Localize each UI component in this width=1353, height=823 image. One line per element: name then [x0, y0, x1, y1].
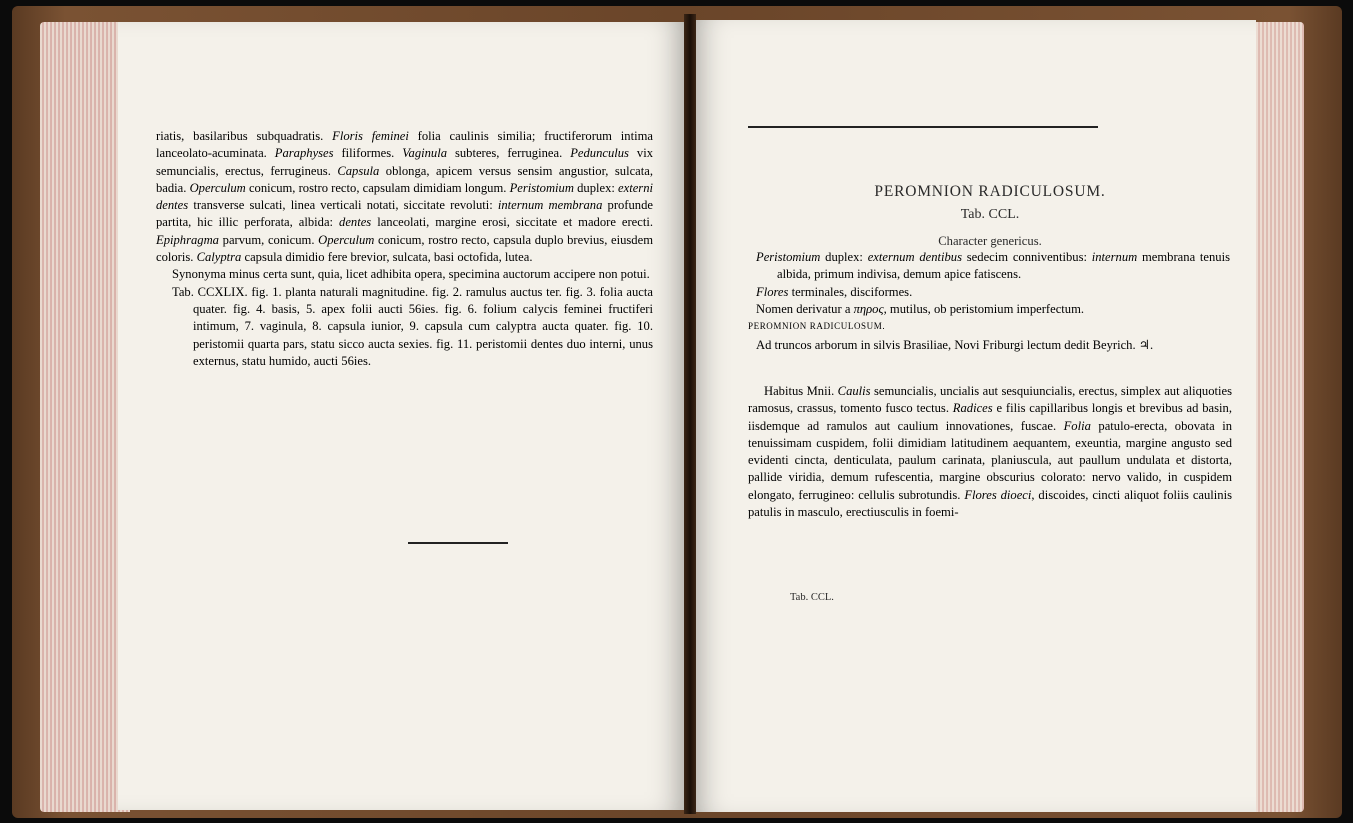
left-paragraph-2: Synonyma minus certa sunt, quia, licet adhibita opera, specimina auctorum accipere non potui. [172, 267, 650, 282]
section-end-rule [408, 542, 508, 544]
page-footer-ref: Tab. CCL. [790, 592, 834, 603]
species-label: PEROMNION RADICULOSUM. [748, 321, 886, 332]
generic-character-text [748, 249, 1231, 355]
flores-entry: Flores terminales, disciformes. [756, 284, 913, 299]
habitus-paragraph: Habitus Mnii. Caulis semuncialis, uncialis aut sesquiuncialis, erectus, simplex aut aliquoties ramosus, crassus, tomento fusco tectus. Radices e filis capillaribus longis et brevibus ad basin, iisdemque ad ramulos aut caulium innovationes, fuscae. Folia patulo-erecta, obovata in tenuissimam cuspidem, folii dimidiam latitudinem aequantem, exeuntia, margine angusto sed evidenti cincta, denticulata, paulum carinata, planiuscula, aut paullum undulata et distorta, pallide viridia, demum rufescentia, margine obscurius colorato: nervo valido, in cuspidem elongato, ferrugineo: cellulis subrotundis. Flores dioeci, discoides, cincti aliquot foliis caulinis patulis in masculo, erectiusculis in foemi- [748, 384, 1232, 520]
book-gutter [684, 14, 696, 814]
left-paragraph-1: riatis, basilaribus subquadratis. Floris feminei folia caulinis similia; fructiferorum intima lanceolato-acuminata. Paraphyses filiformes. Vaginula subteres, ferruginea. Pedunculus vix semuncialis, erectus, ferrugineus. Capsula oblonga, apicem versus sensim angustior, sulcata, badia. Operculum conicum, rostro recto, capsulam dimidiam longum. Peristomium duplex: externi dentes transverse sulcati, linea verticali notati, siccitate revoluti: internum membrana profunde partita, hic illic perforata, albida: dentes lanceolati, margine erosi, siccitate et madore erecti. Epiphragma parvum, conicum. Operculum conicum, rostro recto, capsula duplo brevius, eiusdem coloris. Calyptra capsula dimidio fere brevior, sulcata, basi octofida, lutea. [156, 129, 654, 265]
species-title: PEROMNION RADICULOSUM. [874, 183, 1106, 200]
nomen-entry: Nomen derivatur a πηρος, mutilus, ob peristomium imperfectum. [756, 301, 1085, 316]
plate-number: Tab. CCL. [960, 207, 1020, 222]
habitat-entry: Ad truncos arborum in silvis Brasiliae, Novi Friburgi lectum dedit Beyrich. ♃. [756, 338, 1154, 353]
character-heading: Character genericus. [938, 234, 1042, 248]
page-edges-left [40, 22, 130, 812]
header-rule [748, 126, 1098, 128]
left-plate-explanation: Tab. CCXLIX. fig. 1. planta naturali magnitudine. fig. 2. ramulus auctus ter. fig. 3. folia aucta quater. fig. 4. basis, 5. apex folii aucti 56ies. fig. 6. folium calycis feminei fructiferi intimum, 7. vaginula, 8. capsula iunior, 9. capsula cum calyptra aucta quater. fig. 10. peristomii quarta pars, statu sicco aucta sexies. fig. 11. peristomii dentes duo interni, unus externus, statu humido, aucti 56ies. [172, 284, 653, 368]
left-page-text [156, 128, 653, 370]
peristomium-entry: Peristomium duplex: externum dentibus sedecim conniventibus: internum membrana tenuis albida, primum indivisa, demum apice fatiscens. [756, 250, 1231, 282]
habitus-text [748, 383, 1232, 521]
